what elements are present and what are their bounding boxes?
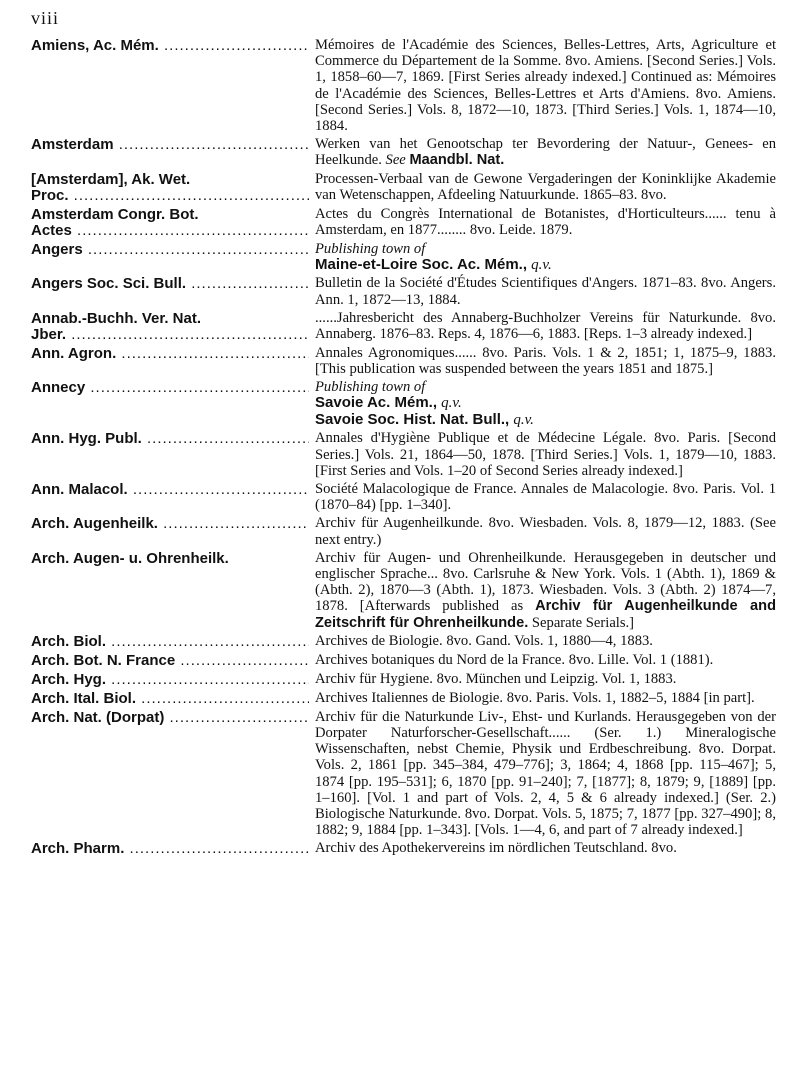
cross-reference: Savoie Ac. Mém., q.v. bbox=[315, 394, 462, 412]
index-entry bbox=[31, 430, 776, 479]
entry-abbreviation: Angers Soc. Sci. Bull. ..... bbox=[31, 276, 309, 292]
index-entry bbox=[31, 241, 776, 274]
entry-abbreviation: Arch. Augen- u. Ohrenheilk. bbox=[31, 550, 229, 567]
index-entry bbox=[31, 171, 776, 204]
index-entry bbox=[31, 633, 776, 650]
entry-description: Société Malacologique de France. Annales de Malacologie. 8vo. Paris. Vol. 1 (1870–84) [pp. 1–340]. bbox=[315, 480, 776, 514]
entry-abbreviation: Arch. Ital. Biol. ..... bbox=[31, 691, 309, 707]
cross-reference: Savoie Soc. Hist. Nat. Bull., q.v. bbox=[315, 410, 534, 428]
entry-description: Archiv für Augenheilkunde. 8vo. Wiesbaden. Vols. 8, 1879—12, 1883. (See next entry.) bbox=[315, 515, 776, 548]
entry-description: Processen-Verbaal van de Gewone Vergaderingen der Koninklijke Akademie van Wetenschappen, Afdeeling Natuurkunde. 1865–83. 8vo. bbox=[315, 170, 776, 203]
index-entry bbox=[31, 690, 776, 707]
cross-reference: Maandbl. Nat. bbox=[409, 152, 505, 169]
entry-description: Archives de Biologie. 8vo. Gand. Vols. 1, 1880—4, 1883. bbox=[315, 632, 653, 649]
index-entry bbox=[31, 310, 776, 343]
entry-abbreviation: [Amsterdam], Ak. Wet. Proc. ..... bbox=[31, 172, 309, 204]
entry-description: Actes du Congrès International de Botanistes, d'Horticulteurs...... tenu à Amsterdam, en 1877........ 8vo. Leide. 1879. bbox=[315, 205, 776, 238]
cross-reference: Archiv für Augenheilkunde and Zeitschrift für Ohrenheilkunde. bbox=[315, 598, 776, 631]
entry-abbreviation: Amsterdam ..... bbox=[31, 137, 309, 153]
entry-description: Annales Agronomiques...... 8vo. Paris. Vols. 1 & 2, 1851; 1, 1875–9, 1883. [This publication was suspended between the years 1851 and 1875.] bbox=[315, 344, 776, 377]
entry-abbreviation: Arch. Pharm. ..... bbox=[31, 841, 309, 857]
entry-description: Archives botaniques du Nord de la France. 8vo. Lille. Vol. 1 (1881). bbox=[315, 651, 714, 668]
entry-abbreviation: Arch. Bot. N. France ..... bbox=[31, 653, 309, 669]
entry-abbreviation: Annecy ..... bbox=[31, 380, 309, 396]
index-entry bbox=[31, 515, 776, 547]
entry-description: Archiv für die Naturkunde Liv-, Ehst- und Kurlands. Herausgegeben von der Dorpater Naturforscher-Gesellschaft...... (Ser. 1.) Mineralogische Wissenschaften, nebst Chemie, Physik und Erdbeschreibung. 8vo. Dorpat. Vols. 2, 1861 [pp. 345–384, 479–776]; 3, 1864; 4, 1868 [pp. 115–467]; 5, 1874 [pp. 195–531]; 6, 1870 [pp. 91–240]; 7, [1877]; 8, 1879; 9, [1889] [pp. 1–160]. [Vol. 1 and part of Vols. 2, 4, 5 & 6 already indexed.] (Ser. 2.) Biologische Naturkunde. 8vo. Dorpat. Vols. 5, 1875; 7, 1877 [pp. 327–490]; 8, 1882; 9, 1884 [pp. 1–343]. [Vols. 1—4, 6, and part of 7 already indexed.] bbox=[315, 708, 776, 839]
entry-description: Mémoires de l'Académie des Sciences, Belles-Lettres, Arts, Agriculture et Commerce du Département de la Somme. 8vo. Amiens. [Second Series.] Vols. 1, 1858–60—7, 1869. [First Series already indexed.] Continued as: Mémoires de l'Académie des Sciences, Belles-Lettres et Arts d'Amiens. 8vo. Amiens. [Second Series.] Vols. 8, 1872—10, 1873. [Third Series.] Vols. 1, 1874—10, 1884. bbox=[315, 37, 776, 135]
index-entry bbox=[31, 481, 776, 513]
entry-abbreviation: Arch. Biol. ..... bbox=[31, 634, 309, 650]
index-entry bbox=[31, 206, 776, 239]
entry-abbreviation: Amsterdam Congr. Bot. Actes ..... bbox=[31, 207, 309, 239]
entry-abbreviation: Ann. Agron. ..... bbox=[31, 346, 309, 362]
index-entry bbox=[31, 709, 776, 839]
entry-abbreviation: Angers ..... bbox=[31, 242, 309, 258]
index-entry bbox=[31, 671, 776, 688]
page-number: viii bbox=[31, 8, 60, 28]
entry-description: Archiv des Apothekervereins im nördlichen Teutschland. 8vo. bbox=[315, 840, 677, 857]
entry-description: Archives Italiennes de Biologie. 8vo. Paris. Vols. 1, 1882–5, 1884 [in part]. bbox=[315, 689, 755, 706]
index-entry bbox=[31, 550, 776, 631]
index-entry bbox=[31, 136, 776, 168]
entry-abbreviation: Ann. Hyg. Publ. ..... bbox=[31, 431, 309, 447]
cross-reference: Maine-et-Loire Soc. Ac. Mém., q.v. bbox=[315, 255, 552, 273]
index-entry bbox=[31, 840, 776, 857]
entry-abbreviation: Amiens, Ac. Mém. ..... bbox=[31, 38, 309, 54]
index-entry bbox=[31, 379, 776, 428]
entry-description: Annales d'Hygiène Publique et de Médecine Légale. 8vo. Paris. [Second Series.] Vols. 21, 1864—50, 1878. [Third Series.] Vols. 1, 1879—10, 1883. [First Series and Vols. 1–20 of Second Series already indexed.] bbox=[315, 430, 776, 479]
index-entry bbox=[31, 652, 776, 669]
see-label: See bbox=[385, 152, 406, 169]
index-entry bbox=[31, 37, 776, 134]
entry-abbreviation: Ann. Malacol. ..... bbox=[31, 482, 309, 498]
entry-description: Archiv für Augen- und Ohrenheilkunde. Herausgegeben in deutscher und englischer Sprache... 8vo. Carlsruhe & New York. Vols. 1 (Abth. 1), 1869 & (Abth. 2), 1870—3 (Abth. 1), 1873. Wiesbaden. Vols. 3 (Abth. 2) 1874—7, 1878. [Afterwards published as Archiv für Augenheilkunde and Zeitschrift für Ohrenheilkunde. Separate Serials.] bbox=[315, 549, 776, 631]
entry-abbreviation: Arch. Hyg. ..... bbox=[31, 672, 309, 688]
entry-abbreviation: Annab.-Buchh. Ver. Nat. Jber. ..... bbox=[31, 311, 309, 343]
entry-description: ......Jahresbericht des Annaberg-Buchholzer Vereins für Naturkunde. 8vo. Annaberg. 1876–83. Reps. 4, 1876—6, 1883. [Reps. 1–3 already indexed.] bbox=[315, 309, 776, 342]
entry-description: Archiv für Hygiene. 8vo. München und Leipzig. Vol. 1, 1883. bbox=[315, 670, 677, 687]
entry-description: Publishing town of Maine-et-Loire Soc. Ac. Mém., q.v. bbox=[309, 241, 776, 274]
entry-description: Bulletin de la Société d'Études Scientifiques d'Angers. 1871–83. 8vo. Angers. Ann. 1, 1872—13, 1884. bbox=[315, 275, 776, 308]
index-entry bbox=[31, 275, 776, 307]
index-entry bbox=[31, 345, 776, 377]
entry-description: Publishing town of Savoie Ac. Mém., q.v. Savoie Soc. Hist. Nat. Bull., q.v. bbox=[309, 379, 776, 428]
entry-abbreviation: Arch. Nat. (Dorpat) ..... bbox=[31, 710, 309, 726]
entry-description: Werken van het Genootschap ter Bevordering der Natuur-, Genees- en Heelkunde. See Maandbl. Nat. bbox=[315, 136, 776, 169]
entry-abbreviation: Arch. Augenheilk. ..... bbox=[31, 516, 309, 532]
index-entries bbox=[31, 37, 776, 859]
